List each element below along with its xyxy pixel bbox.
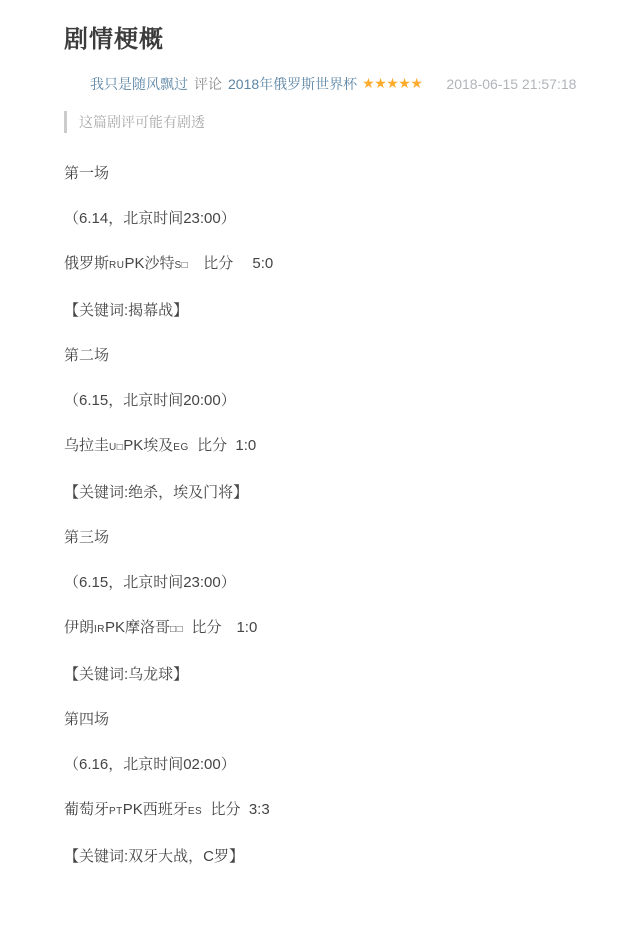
match-score-line: [64, 253, 574, 277]
spoiler-warning-text: 这篇剧评可能有剧透: [79, 114, 205, 130]
match-title: 第四场: [64, 711, 110, 728]
match-title: 第一场: [64, 165, 110, 182]
match-keywords: 【关键词:绝杀，埃及门将】: [64, 484, 249, 501]
match-keywords: 【关键词:乌龙球】: [64, 666, 189, 683]
country-code: □□: [170, 624, 184, 635]
avatar[interactable]: [64, 75, 82, 93]
score-text-segment: 伊朗: [64, 619, 95, 636]
match-time: （6.15，北京时间20:00）: [64, 392, 236, 409]
page-title: 剧情梗概: [64, 26, 164, 53]
country-code: S□: [174, 260, 189, 271]
author-link[interactable]: 我只是随风飘过: [90, 75, 188, 92]
match-keywords: 【关键词:揭幕战】: [64, 302, 189, 319]
score-text-segment: PK埃及: [123, 437, 174, 454]
score-text-segment: 俄罗斯: [64, 255, 110, 272]
score-text-segment: PK沙特: [124, 255, 175, 272]
spoiler-warning: [64, 111, 574, 133]
match-score-line: [64, 617, 574, 641]
match-time: （6.14，北京时间23:00）: [64, 210, 236, 227]
score-text-segment: 比分 1:0: [183, 619, 258, 636]
match-title: 第三场: [64, 529, 110, 546]
match-score-line: [64, 799, 574, 823]
match-time: （6.16，北京时间02:00）: [64, 756, 236, 773]
score-text-segment: PK摩洛哥: [105, 619, 171, 636]
match-title: 第二场: [64, 347, 110, 364]
review-meta: [64, 74, 577, 93]
country-code: RU: [109, 260, 125, 271]
score-text-segment: 比分 3:3: [202, 801, 270, 818]
score-text-segment: 葡萄牙: [64, 801, 110, 818]
country-code: ES: [187, 806, 203, 817]
score-text-segment: 比分 5:0: [188, 255, 274, 272]
action-label: 评论: [194, 75, 222, 92]
score-text-segment: 乌拉圭: [64, 437, 110, 454]
match-time: （6.15，北京时间23:00）: [64, 574, 236, 591]
movie-link[interactable]: 2018年俄罗斯世界杯: [228, 75, 358, 92]
score-text-segment: PK西班牙: [122, 801, 188, 818]
country-code: U□: [109, 442, 124, 453]
country-code: EG: [173, 442, 189, 453]
score-text-segment: 比分 1:0: [188, 437, 257, 454]
match-score-line: [64, 435, 574, 459]
match-keywords: 【关键词:双牙大战，C罗】: [64, 848, 245, 865]
review-timestamp: 2018-06-15 21:57:18: [446, 75, 577, 92]
review-body: [64, 163, 574, 868]
country-code: IR: [94, 624, 106, 635]
country-code: PT: [109, 806, 123, 817]
rating-stars-icon: ★★★★★: [362, 75, 423, 91]
